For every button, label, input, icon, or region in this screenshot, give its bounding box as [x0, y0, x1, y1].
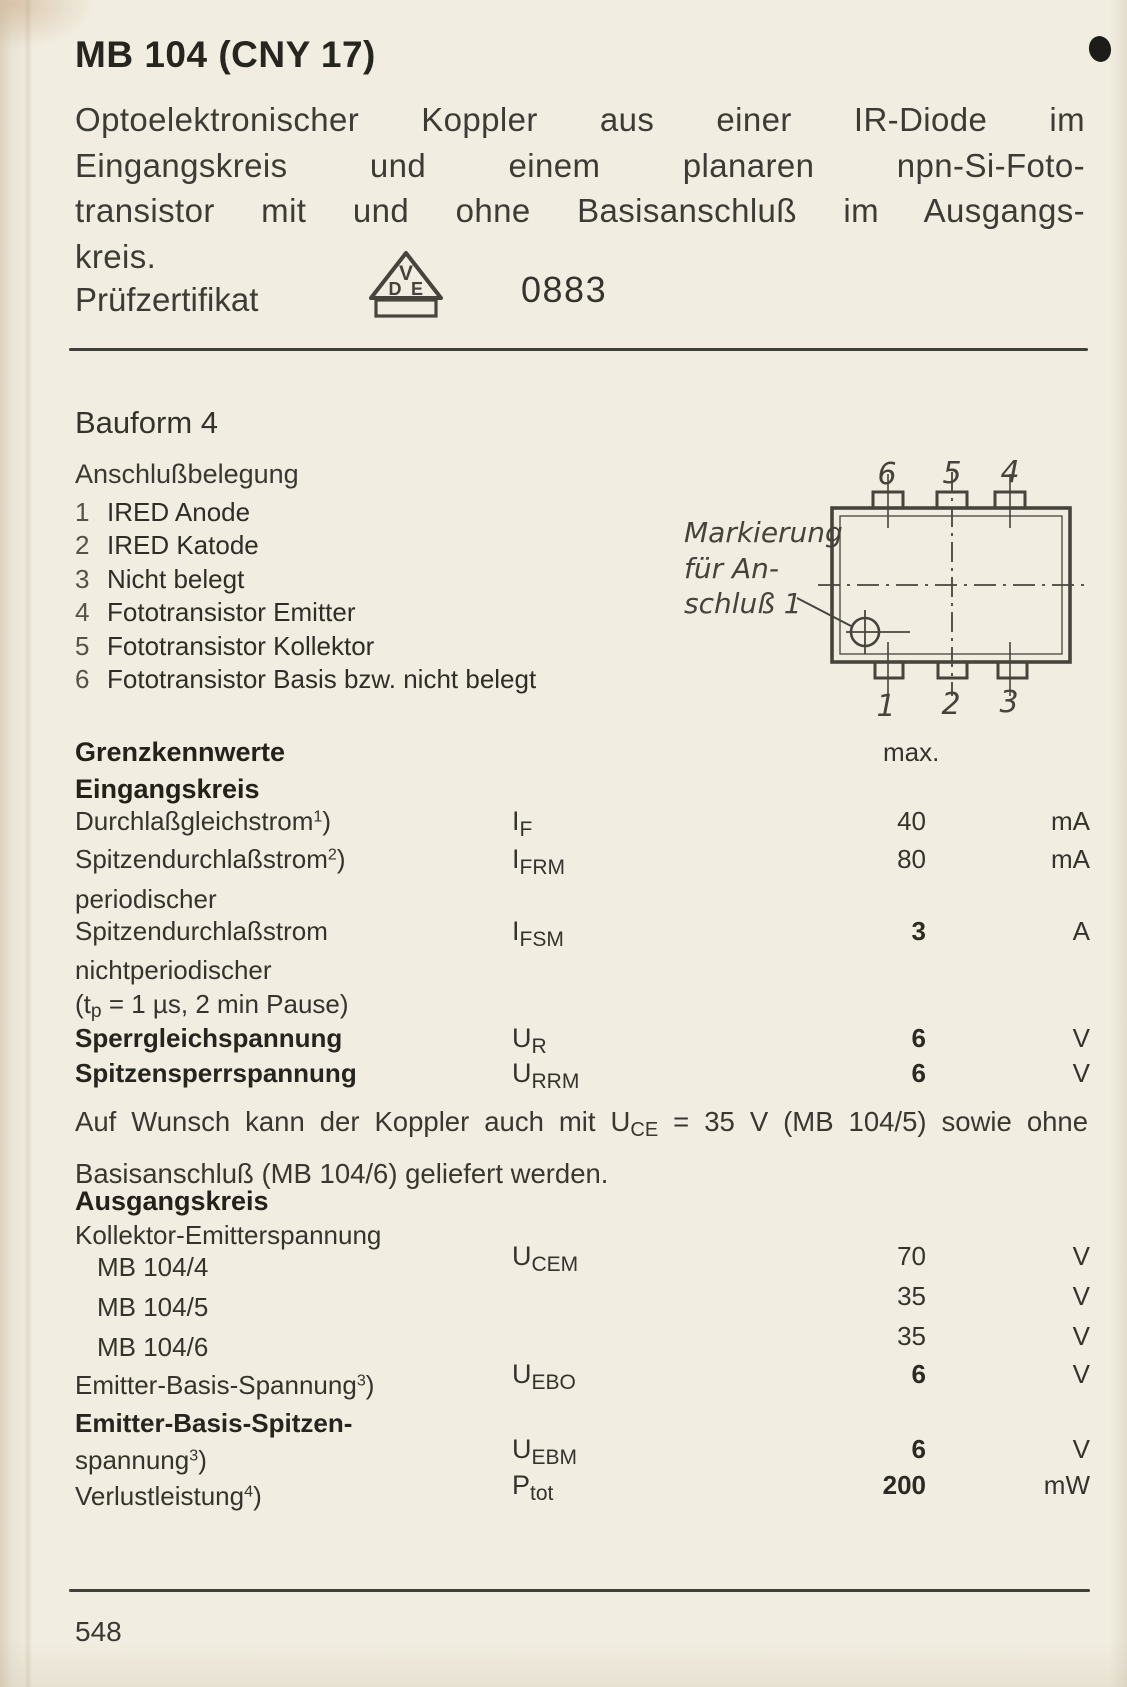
row-unit: mA: [1051, 844, 1090, 874]
corner-dot: [1087, 34, 1113, 63]
row-unit: V: [1072, 1434, 1090, 1464]
page-number: 548: [75, 1616, 122, 1647]
row-label: Spitzendurchlaßstrom: [75, 916, 328, 946]
row-value: 35: [897, 1281, 926, 1311]
row-label: Sperrgleichspannung: [75, 1023, 343, 1053]
row-symbol: $I_{FSM}$: [512, 916, 564, 951]
pin-number: 6: [75, 664, 90, 695]
table-row: [75, 1434, 1090, 1483]
pin-number-top: 5: [942, 456, 962, 491]
package-outline-diagram: [620, 450, 1090, 722]
pin-item: [75, 496, 536, 529]
row-value: 35: [897, 1321, 926, 1351]
certificate-number: 0883: [521, 269, 608, 310]
page-title: MB 104 (CNY 17): [75, 34, 376, 75]
diagram-annotation-line: für An-: [684, 552, 780, 585]
row-symbol: $I_{FRM}$: [512, 844, 566, 879]
table-row: [75, 1281, 1090, 1330]
table-row: [75, 1408, 1090, 1446]
diagram-annotation-line: Markierung: [684, 516, 843, 549]
row-symbol: $U_{RRM}$: [512, 1058, 580, 1093]
table-row: [75, 844, 1090, 882]
row-value: 6: [911, 1058, 926, 1088]
divider-top: [69, 348, 1088, 351]
diagram-annotation-line: schluß 1: [684, 587, 802, 620]
vde-letter-v: V: [398, 262, 414, 285]
pin-item: [75, 630, 536, 663]
row-label: Verlustleistung$^4$): [75, 1481, 262, 1511]
pin-number-top: 6: [877, 457, 897, 492]
row-label: MB 104/6: [97, 1332, 209, 1362]
table-row: [75, 989, 1090, 1027]
table-row: [75, 1241, 1090, 1290]
row-symbol: $P_{tot}$: [512, 1470, 554, 1505]
row-label: Spitzensperrspannung: [75, 1058, 357, 1088]
row-label: nichtperiodischer: [75, 955, 272, 985]
divider-bottom: [69, 1589, 1090, 1592]
pin-item: [75, 563, 536, 596]
pin-number: 2: [75, 530, 90, 561]
row-symbol: $U_{EBM}$: [512, 1434, 578, 1469]
row-label: ($t_p = 1$ µs, 2 min Pause): [75, 989, 349, 1023]
pin-number-bottom: 3: [999, 685, 1019, 720]
row-unit: V: [1072, 1281, 1090, 1311]
intro-line: Optoelektronischer Koppler aus einer IR-Diode im: [75, 101, 1085, 138]
intro-line: Eingangskreis und einem planaren npn-Si-Foto-: [75, 146, 1085, 184]
pin-item: [75, 596, 536, 629]
row-symbol: $I_F$: [512, 806, 533, 841]
pin-label: Nicht belegt: [107, 563, 245, 594]
table-row: [75, 1321, 1090, 1370]
row-value: 80: [897, 844, 926, 874]
row-unit: V: [1072, 1023, 1090, 1053]
row-value: 6: [911, 1359, 926, 1389]
row-value: 70: [897, 1241, 926, 1271]
row-value: 6: [911, 1023, 926, 1053]
pin-label: Fototransistor Emitter: [107, 597, 356, 628]
intro-line: transistor mit und ohne Basisanschluß im Ausgangs-: [75, 192, 1085, 229]
row-unit: mW: [1043, 1470, 1090, 1500]
table-row: [75, 955, 1090, 993]
table-row: [75, 916, 1090, 954]
certificate-label: Prüfzertifikat: [75, 281, 259, 318]
pin-number-top: 4: [1000, 455, 1020, 490]
pin-number: 1: [75, 497, 90, 527]
row-symbol: $U_{EBO}$: [512, 1359, 576, 1394]
limits-heading: [75, 737, 940, 768]
row-label: Durchlaßgleichstrom$^1$): [75, 806, 332, 836]
pin-number: 4: [75, 597, 90, 628]
pin-number: 3: [75, 563, 90, 594]
input-section-heading: Eingangskreis: [75, 774, 260, 804]
pin-number-bottom: 1: [876, 689, 896, 722]
row-label: Kollektor-Emitterspannung: [75, 1220, 382, 1250]
note-line: Auf Wunsch kann der Koppler auch mit $U_{CE} = 35$ V (MB 104/5) sowie ohne: [75, 1106, 1088, 1141]
row-unit: A: [1072, 916, 1090, 946]
bauform-heading: Bauform 4: [75, 405, 219, 440]
row-label: Emitter-Basis-Spitzen-: [75, 1408, 353, 1438]
row-symbol: $U_{CEM}$: [512, 1241, 579, 1276]
table-row: [75, 1359, 1090, 1408]
pin-list: [75, 496, 536, 696]
max-column-header: max.: [883, 737, 940, 767]
output-section-heading: Ausgangskreis: [75, 1186, 269, 1216]
limits-heading-text: Grenzkennwerte: [75, 737, 286, 767]
row-unit: mA: [1051, 806, 1090, 836]
row-unit: V: [1072, 1058, 1090, 1088]
table-row: [75, 806, 1090, 844]
vde-letter-d: D: [388, 279, 402, 299]
row-symbol: $U_R$: [512, 1023, 547, 1058]
intro-paragraph: [75, 97, 1085, 279]
row-value: 6: [911, 1434, 926, 1464]
note-line: Basisanschluß (MB 104/6) geliefert werden.: [75, 1158, 609, 1189]
row-value: 3: [911, 916, 926, 946]
pin-label: IRED Katode: [107, 530, 259, 561]
table-row: [75, 1058, 1090, 1096]
row-value: 200: [882, 1470, 926, 1500]
pinout-heading: Anschlußbelegung: [75, 459, 299, 489]
table-row: [75, 1023, 1090, 1061]
row-label: periodischer: [75, 884, 217, 914]
row-value: 40: [897, 806, 926, 836]
row-unit: V: [1072, 1321, 1090, 1351]
intro-line: kreis.: [75, 237, 157, 275]
row-label: spannung$^3$): [75, 1445, 207, 1475]
row-label: Spitzendurchlaßstrom$^2$): [75, 844, 346, 874]
option-note: [75, 1100, 1088, 1196]
vde-letter-e: E: [410, 279, 424, 299]
row-unit: V: [1072, 1359, 1090, 1389]
pin-number-bottom: 2: [941, 687, 961, 722]
row-label: MB 104/4: [97, 1252, 209, 1282]
pin-label: Fototransistor Basis bzw. nicht belegt: [107, 664, 537, 695]
pin-item: [75, 529, 536, 562]
pin-label: IRED Anode: [107, 497, 251, 527]
pin-label: Fototransistor Kollektor: [107, 630, 375, 661]
pin-item: [75, 663, 536, 696]
pin-number: 5: [75, 630, 90, 661]
row-unit: V: [1072, 1241, 1090, 1271]
table-row: [75, 1470, 1090, 1519]
row-label: MB 104/5: [97, 1292, 209, 1322]
row-label: Emitter-Basis-Spannung$^3$): [75, 1370, 375, 1400]
vde-logo-icon: [360, 247, 452, 327]
